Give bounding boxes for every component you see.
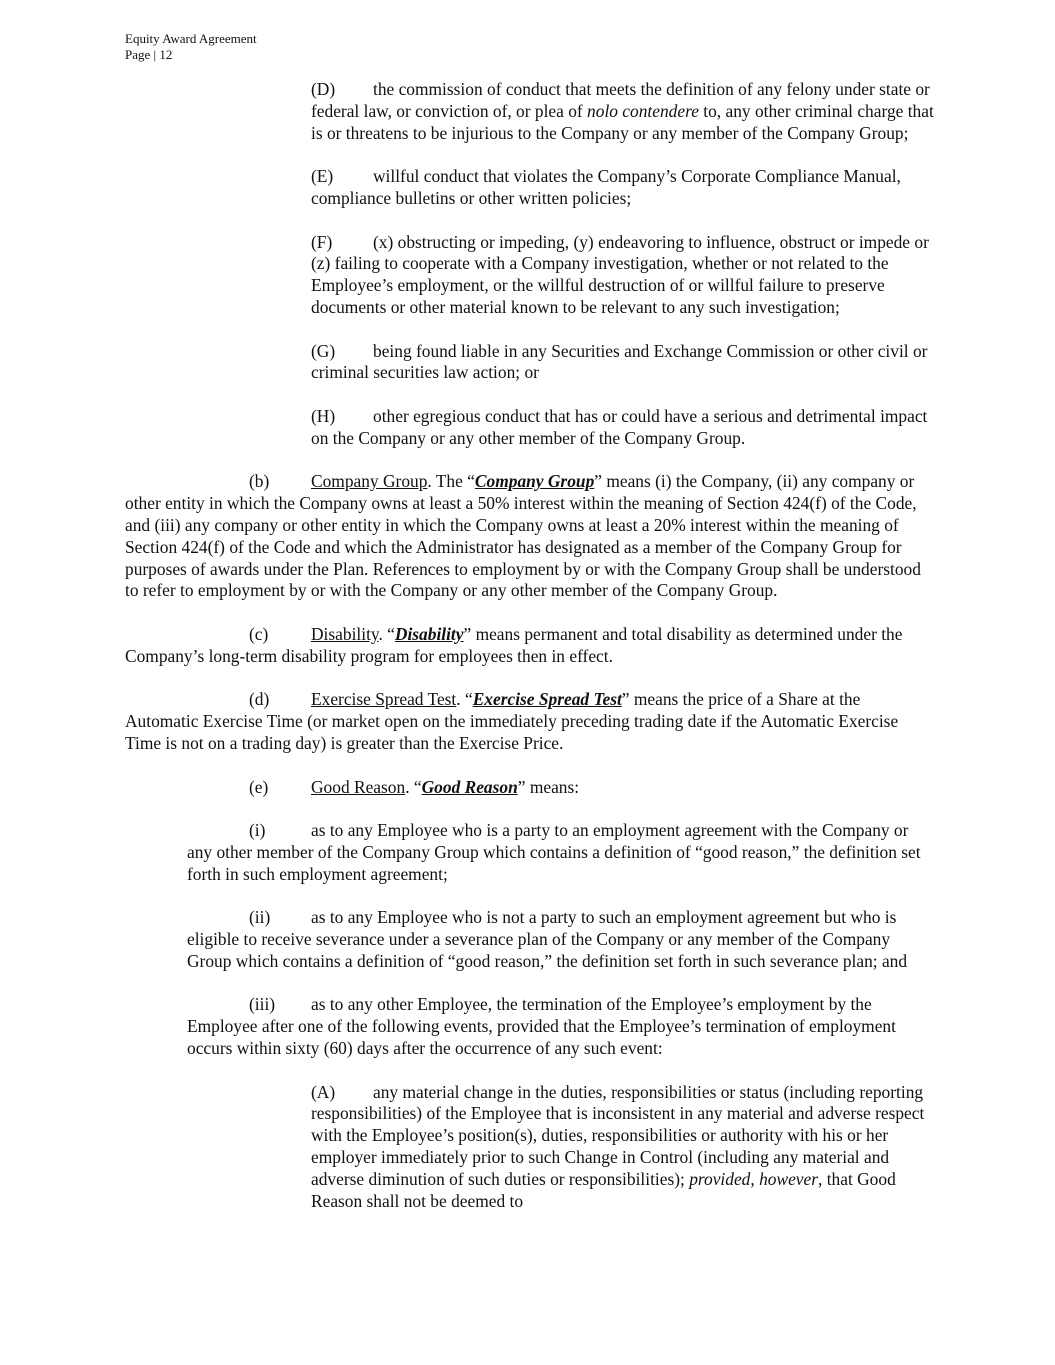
subclause-iii bbox=[187, 994, 935, 1059]
clause-text: , that Good Reason shall not be deemed to bbox=[311, 1168, 896, 1211]
clause-text: willful conduct that violates the Company’s Corporate Compliance Manual, compliance bulletins or other written policies; bbox=[311, 166, 901, 208]
clause-label: (F) bbox=[311, 231, 333, 252]
subclause-ii bbox=[187, 907, 935, 972]
clause-label: (G) bbox=[311, 340, 336, 361]
subclause-label: (ii) bbox=[249, 907, 271, 928]
clause-A bbox=[311, 1082, 935, 1213]
subclause-label: (i) bbox=[249, 820, 266, 841]
clause-D bbox=[311, 79, 935, 144]
document-title: Equity Award Agreement bbox=[125, 31, 257, 46]
section-text: ” means the price of a Share at the Automatic Exercise Time (or market open on the immediately preceding trading date if the Automatic Exercise Time is not on a trading day) is greater than the Exercise Price. bbox=[125, 689, 899, 753]
section-c bbox=[125, 624, 935, 668]
section-heading: Disability bbox=[311, 623, 379, 644]
section-text: ” means (i) the Company, (ii) any company or other entity in which the Company owns at least a 50% interest within the meaning of Section 424(f) of the Code, and (iii) any company or other entity in which the Company owns at least a 20% interest within the meaning of Section 424(f) of the Code and which the Administrator has designated as a member of the Company Group for purposes of awards under the Plan. References to employment by or with the Company Group shall be understood to refer to employment by or with the Company or any other member of the Company Group. bbox=[125, 471, 921, 601]
subclause-label: (iii) bbox=[249, 994, 276, 1015]
clause-text: any material change in the duties, responsibilities or status (including reporting responsibilities) of the Employee that is inconsistent in any material and adverse respect with the Employee’s position(s), duties, responsibilities or authority with his or her employer immediately prior to such Change in Control (including any material and adverse diminution of such duties or responsibilities); bbox=[311, 1081, 925, 1189]
subclause-text: as to any Employee who is a party to an employment agreement with the Company or any other member of the Company Group which contains a definition of “good reason,” the definition set forth in such employment agreement; bbox=[187, 820, 921, 884]
subclause-i bbox=[187, 820, 935, 885]
clause-label: (E) bbox=[311, 166, 334, 187]
section-label: (e) bbox=[249, 776, 269, 797]
section-lead: . “ bbox=[405, 776, 422, 797]
section-lead: . The “ bbox=[427, 471, 475, 492]
clause-E bbox=[311, 166, 935, 210]
clause-text: to, any other criminal charge that is or threatens to be injurious to the Company or any member of the Company Group; bbox=[311, 100, 934, 143]
page-number: Page | 12 bbox=[125, 47, 173, 62]
clause-italic: however bbox=[759, 1168, 818, 1189]
section-heading: Exercise Spread Test bbox=[311, 689, 457, 710]
defined-term: Good Reason bbox=[421, 776, 518, 797]
clause-text: the commission of conduct that meets the definition of any felony under state or federal law, or conviction of, or plea of bbox=[311, 79, 930, 121]
section-heading: Company Group bbox=[311, 471, 428, 492]
section-text: ” means: bbox=[517, 776, 580, 797]
subclause-text: as to any other Employee, the termination of the Employee’s employment by the Employee after one of the following events, provided that the Employee’s termination of employment occurs within sixty (60) days after the occurrence of any such event: bbox=[187, 994, 896, 1059]
section-label: (c) bbox=[249, 623, 269, 644]
section-label: (b) bbox=[249, 471, 270, 492]
clause-text: , bbox=[750, 1168, 760, 1189]
page-header bbox=[125, 31, 257, 63]
clause-H bbox=[311, 406, 935, 450]
clause-italic: provided bbox=[689, 1168, 751, 1189]
section-text: ” means permanent and total disability as determined under the Company’s long-term disability program for employees then in effect. bbox=[125, 623, 903, 666]
defined-term: Company Group bbox=[474, 471, 595, 492]
section-b bbox=[125, 471, 935, 602]
section-e bbox=[125, 777, 935, 799]
clause-text: being found liable in any Securities and Exchange Commission or other civil or criminal securities law action; or bbox=[311, 340, 928, 383]
clause-label: (A) bbox=[311, 1081, 336, 1102]
clause-text: other egregious conduct that has or could have a serious and detrimental impact on the Company or any other member of the Company Group. bbox=[311, 405, 928, 448]
clause-label: (H) bbox=[311, 405, 336, 426]
defined-term: Disability bbox=[394, 623, 464, 644]
clause-F bbox=[311, 232, 935, 319]
subclause-text: as to any Employee who is not a party to such an employment agreement but who is eligible to receive severance under a severance plan of the Company or any member of the Company Group which contains a definition of “good reason,” the definition set forth in such severance plan; and bbox=[187, 907, 908, 971]
clause-G bbox=[311, 341, 935, 385]
document-body bbox=[125, 79, 935, 1234]
section-lead: . “ bbox=[378, 623, 395, 644]
clause-text: (x) obstructing or impeding, (y) endeavoring to influence, obstruct or impede or (z) failing to cooperate with a Company investigation, whether or not related to the Employee’s employment, or the willful destruction of or willful failure to preserve documents or other material known to be relevant to any such investigation; bbox=[311, 231, 929, 317]
section-d bbox=[125, 689, 935, 754]
section-heading: Good Reason bbox=[311, 776, 406, 797]
clause-label: (D) bbox=[311, 79, 336, 99]
clause-italic: nolo contendere bbox=[587, 100, 699, 121]
defined-term: Exercise Spread Test bbox=[472, 689, 622, 710]
section-lead: . “ bbox=[456, 689, 473, 710]
section-label: (d) bbox=[249, 689, 270, 710]
